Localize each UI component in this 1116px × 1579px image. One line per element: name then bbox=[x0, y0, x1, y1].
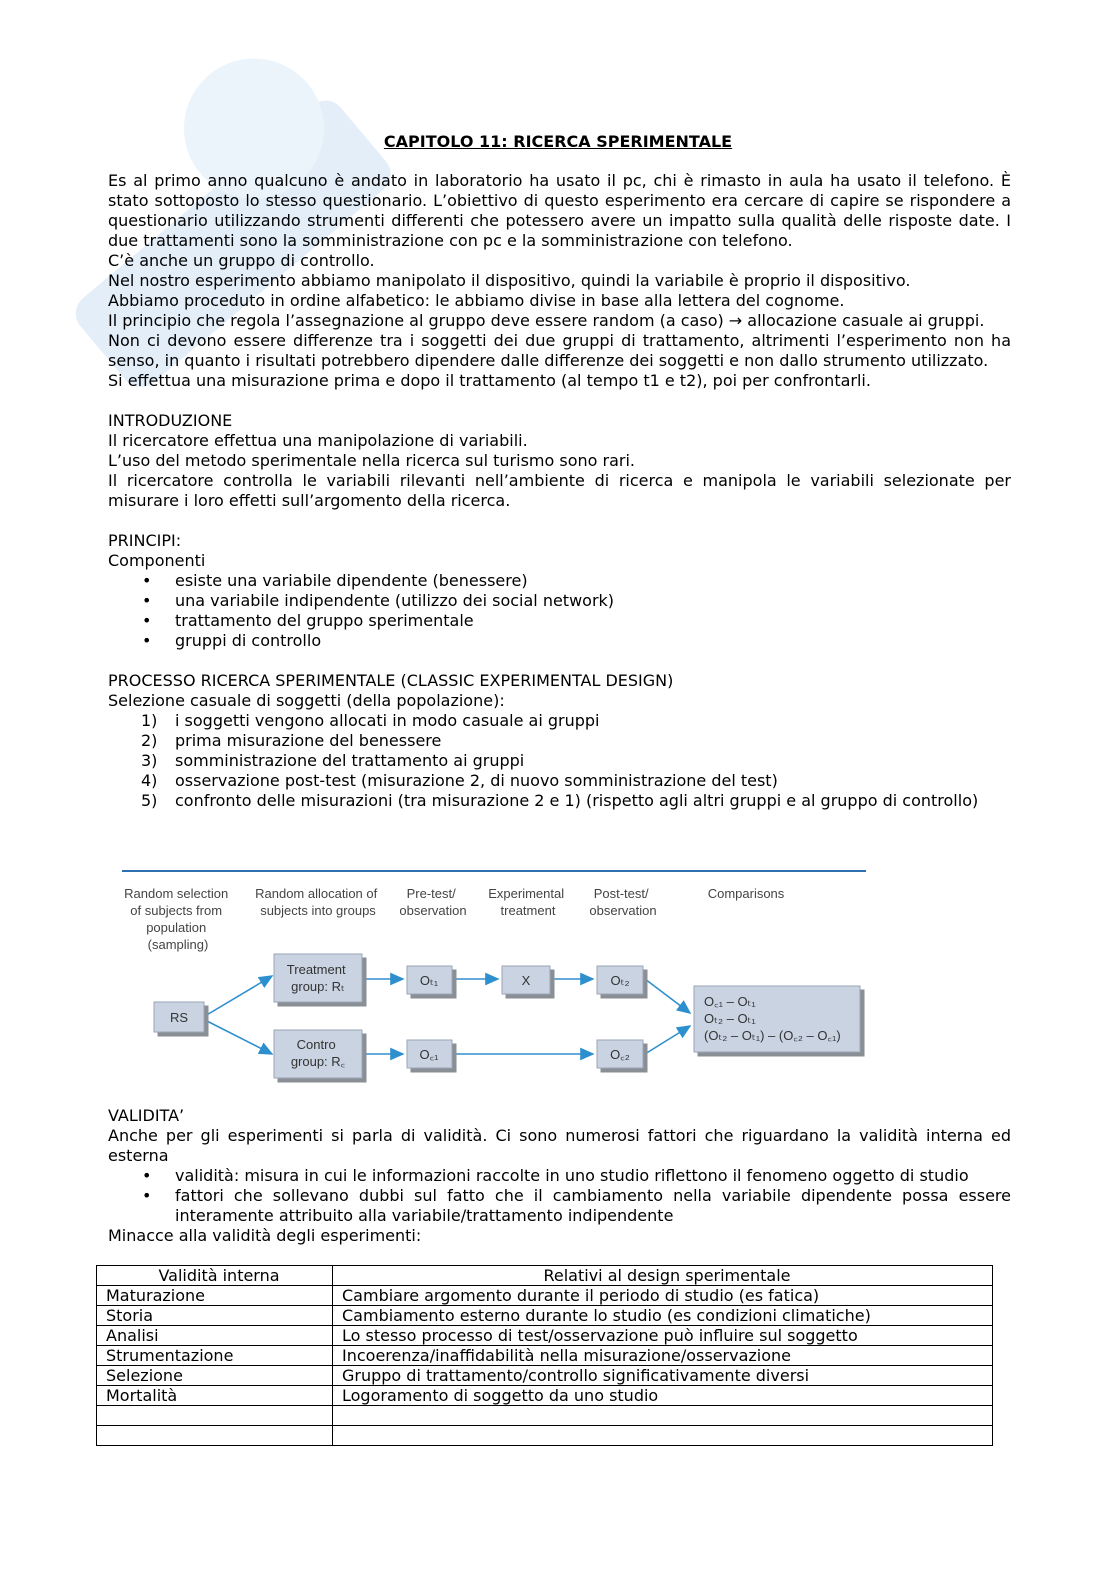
table-cell bbox=[97, 1406, 333, 1426]
label-pretest: Pre-test/ observation bbox=[399, 886, 467, 918]
bullet-icon: • bbox=[142, 1186, 152, 1205]
list-item: 1) i soggetti vengono allocati in modo casuale ai gruppi bbox=[141, 711, 600, 730]
table-cell: Storia bbox=[97, 1306, 333, 1326]
x-text: X bbox=[521, 973, 531, 988]
table-cell: Analisi bbox=[97, 1326, 333, 1346]
table-row bbox=[97, 1326, 993, 1346]
table-cell: Maturazione bbox=[97, 1286, 333, 1306]
table-cell: Selezione bbox=[97, 1366, 333, 1386]
table-row bbox=[97, 1346, 993, 1366]
label-random-selection: Random selection of subjects from population (sampling) bbox=[124, 886, 229, 952]
list-item: 2) prima misurazione del benessere bbox=[141, 731, 442, 750]
principi-subheading: Componenti bbox=[108, 551, 206, 570]
validita-intro: Anche per gli esperimenti si parla di validità. Ci sono numerosi fattori che riguardano la validità interna ed esterna bbox=[108, 1126, 1011, 1165]
table-cell bbox=[333, 1406, 993, 1426]
table-row bbox=[97, 1406, 993, 1426]
intro-paragraph: Il principio che regola l’assegnazione al gruppo deve essere random (a caso) → allocazione casuale ai gruppi. bbox=[108, 311, 985, 330]
list-item: • trattamento del gruppo sperimentale bbox=[142, 611, 474, 630]
bullet-icon: • bbox=[142, 571, 152, 590]
table-cell: Logoramento di soggetto da uno studio bbox=[333, 1386, 993, 1406]
table-cell: Lo stesso processo di test/osservazione può influire sul soggetto bbox=[333, 1326, 993, 1346]
intro-paragraph: C’è anche un gruppo di controllo. bbox=[108, 251, 375, 270]
processo-subheading: Selezione casuale di soggetti (della popolazione): bbox=[108, 691, 505, 710]
ot1-text: Oₜ₁ bbox=[419, 973, 439, 988]
table-header-cell: Validità interna bbox=[97, 1266, 333, 1286]
oc2-text: O꜀₂ bbox=[610, 1047, 630, 1062]
intro-paragraph: Abbiamo proceduto in ordine alfabetico: le abbiamo divise in base alla lettera del cognome. bbox=[108, 291, 845, 310]
introduzione-line: Il ricercatore controlla le variabili rilevanti nell’ambiente di ricerca e manipola le variabili selezionate per misurare i loro effetti sull’argomento della ricerca. bbox=[108, 471, 1011, 510]
table-cell: Gruppo di trattamento/controllo significativamente diversi bbox=[333, 1366, 993, 1386]
table-cell bbox=[97, 1426, 333, 1446]
comparisons-text: O꜀₁ – Oₜ₁ Oₜ₂ – Oₜ₁ (Oₜ₂ – Oₜ₁) – (O꜀₂ – O꜀₁) bbox=[704, 994, 841, 1043]
arrow-rs-to-treatment bbox=[205, 976, 272, 1016]
table-row bbox=[97, 1386, 993, 1406]
table-header-cell: Relativi al design sperimentale bbox=[333, 1266, 993, 1286]
table-row bbox=[97, 1306, 993, 1326]
bullet-icon: • bbox=[142, 631, 152, 650]
intro-paragraph: Nel nostro esperimento abbiamo manipolato il dispositivo, quindi la variabile è proprio il dispositivo. bbox=[108, 271, 911, 290]
introduzione-heading: INTRODUZIONE bbox=[108, 411, 233, 430]
introduzione-line: L’uso del metodo sperimentale nella ricerca sul turismo sono rari. bbox=[108, 451, 636, 470]
bullet-icon: • bbox=[142, 591, 152, 610]
table-cell: Strumentazione bbox=[97, 1346, 333, 1366]
table-cell: Cambiamento esterno durante lo studio (es condizioni climatiche) bbox=[333, 1306, 993, 1326]
bullet-icon: • bbox=[142, 611, 152, 630]
intro-paragraph: Es al primo anno qualcuno è andato in laboratorio ha usato il pc, chi è rimasto in aula ha usato il telefono. È stato sottoposto lo stesso questionario. L’obiettivo di questo esperimento era cercare di capire se rispondere a questionario utilizzando strumenti differenti che potessero avere un impatto sulla qualità delle risposte date. I due trattamenti sono la somministrazione con pc e la somministrazione con telefono. bbox=[108, 171, 1011, 250]
bullet-icon: • bbox=[142, 1166, 152, 1185]
threats-label: Minacce alla validità degli esperimenti: bbox=[108, 1226, 422, 1245]
intro-paragraph: Si effettua una misurazione prima e dopo il trattamento (al tempo t1 e t2), poi per confrontarli. bbox=[108, 371, 871, 390]
rs-text: RS bbox=[169, 1010, 189, 1025]
table-row bbox=[97, 1426, 993, 1446]
table-cell: Mortalità bbox=[97, 1386, 333, 1406]
arrow-rs-to-control bbox=[205, 1020, 272, 1054]
treatment-group-text: Treatment group: Rₜ bbox=[286, 962, 346, 994]
introduzione-line: Il ricercatore effettua una manipolazione di variabili. bbox=[108, 431, 528, 450]
validity-table bbox=[96, 1265, 993, 1446]
validita-section bbox=[108, 1106, 1011, 1246]
arrow-ot2-to-comparisons bbox=[645, 979, 690, 1013]
list-item: 4) osservazione post-test (misurazione 2, di nuovo somministrazione del test) bbox=[141, 771, 778, 790]
label-comparisons: Comparisons bbox=[707, 886, 785, 901]
label-posttest: Post-test/ observation bbox=[589, 886, 657, 918]
intro-section bbox=[108, 171, 1011, 811]
oc1-text: O꜀₁ bbox=[419, 1047, 439, 1062]
processo-heading: PROCESSO RICERCA SPERIMENTALE (CLASSIC EXPERIMENTAL DESIGN) bbox=[108, 671, 674, 690]
control-group-text: Contro group: R꜀ bbox=[290, 1037, 346, 1069]
list-item: • una variabile indipendente (utilizzo dei social network) bbox=[142, 591, 615, 610]
list-item: • fattori che sollevano dubbi sul fatto che il cambiamento nella variabile dipendente possa essere interamente attribuito alla variabile/trattamento indipendente bbox=[142, 1186, 1011, 1225]
principi-list bbox=[108, 571, 1011, 651]
table-header-row bbox=[97, 1266, 993, 1286]
list-item: • esiste una variabile dipendente (benessere) bbox=[142, 571, 528, 590]
table-row bbox=[97, 1286, 993, 1306]
table-cell: Incoerenza/inaffidabilità nella misurazione/osservazione bbox=[333, 1346, 993, 1366]
arrow-oc2-to-comparisons bbox=[645, 1026, 690, 1054]
label-random-allocation: Random allocation of subjects into groups bbox=[255, 886, 378, 918]
intro-paragraph: Non ci devono essere differenze tra i soggetti dei due gruppi di trattamento, altrimenti l’esperimento non ha senso, in quanto i risultati potrebbero dipendere dalle differenze dei soggetti e non dallo strumento utilizzato. bbox=[108, 331, 1011, 370]
table-row bbox=[97, 1366, 993, 1386]
experimental-design-diagram bbox=[122, 868, 872, 1098]
page-title: CAPITOLO 11: RICERCA SPERIMENTALE bbox=[383, 132, 733, 151]
list-item: 5) confronto delle misurazioni (tra misurazione 2 e 1) (rispetto agli altri gruppi e al gruppo di controllo) bbox=[141, 791, 979, 810]
table-cell bbox=[333, 1426, 993, 1446]
ot2-text: Oₜ₂ bbox=[610, 973, 630, 988]
validita-list bbox=[108, 1166, 1011, 1226]
table-cell: Cambiare argomento durante il periodo di studio (es fatica) bbox=[333, 1286, 993, 1306]
validita-heading: VALIDITA’ bbox=[108, 1106, 185, 1125]
processo-list bbox=[108, 711, 1011, 811]
list-item: • gruppi di controllo bbox=[142, 631, 322, 650]
list-item: • validità: misura in cui le informazioni raccolte in uno studio riflettono il fenomeno oggetto di studio bbox=[142, 1166, 969, 1185]
principi-heading: PRINCIPI: bbox=[108, 531, 182, 550]
list-item: 3) somministrazione del trattamento ai gruppi bbox=[141, 751, 525, 770]
label-treatment: Experimental treatment bbox=[488, 886, 565, 918]
